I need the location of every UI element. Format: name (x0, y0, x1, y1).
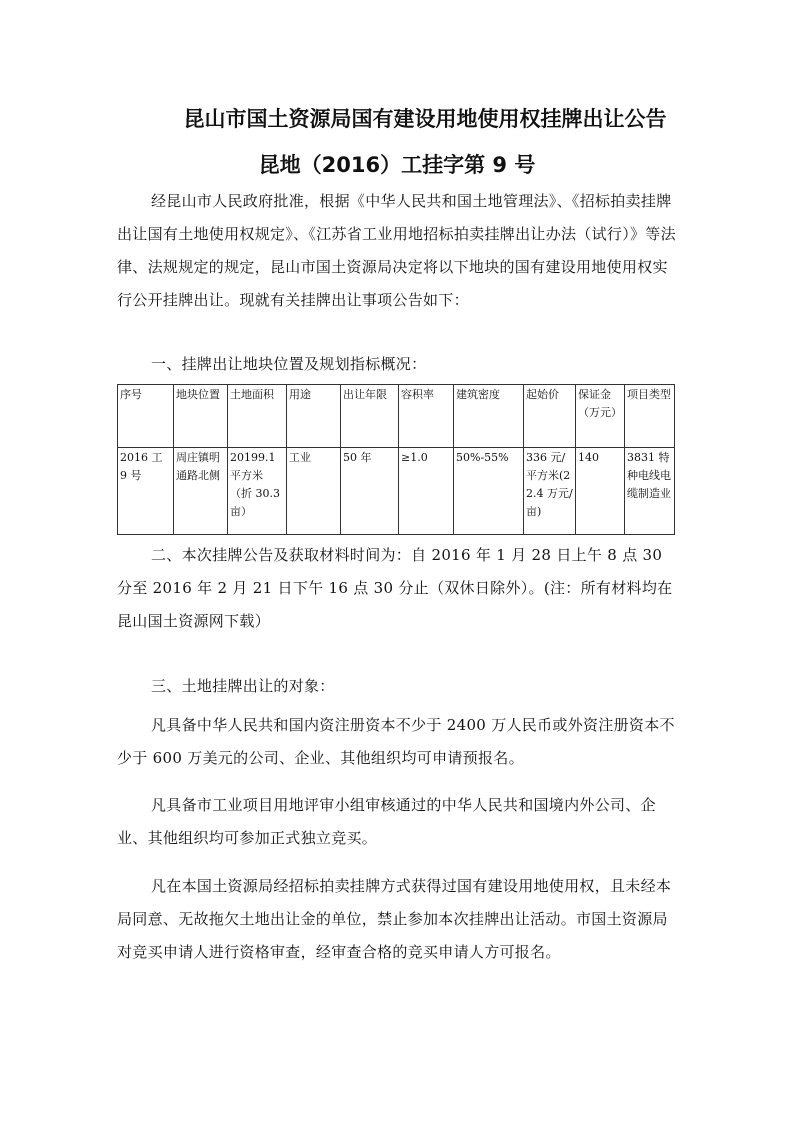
header-cell: 容积率 (399, 385, 454, 448)
header-cell: 项目类型 (625, 385, 675, 448)
table-header-row (118, 385, 675, 448)
intro-paragraph: 经昆山市人民政府批准，根据《中华人民共和国土地管理法》、《招标拍卖挂牌出让国有土地使用权规定》、《江苏省工业用地招标拍卖挂牌出让办法（试行）》等法律、法规规定的规定，昆山市国土资源局决定将以下地块的国有建设用地使用权实行公开挂牌出让。现就有关挂牌出让事项公告如下： (117, 192, 676, 309)
table-cell: 50%-55% (454, 448, 524, 535)
header-cell: 地块位置 (174, 385, 228, 448)
header-cell: 土地面积 (228, 385, 287, 448)
header-cell: 序号 (118, 385, 174, 448)
table-cell: 336 元/平方米(22.4 万元/亩) (524, 448, 576, 535)
table-cell: 20199.1 平方米（折 30.3 亩） (228, 448, 287, 535)
table-cell: 140 (576, 448, 625, 535)
table-cell: 3831 特种电线电缆制造业 (625, 448, 675, 535)
land-parcel-table (117, 384, 675, 535)
table-cell: ≥1.0 (399, 448, 454, 535)
paragraph-restrictions: 凡在本国土资源局经招标拍卖挂牌方式获得过国有建设用地使用权，且未经本局同意、无故拖欠土地出让金的单位，禁止参加本次挂牌出让活动。市国土资源局对竞买申请人进行资格审查，经审查合格的竞买申请人方可报名。 (117, 877, 672, 961)
section-1-heading: 一、挂牌出让地块位置及规划指标概况： (151, 355, 427, 373)
paragraph-eligible-bidders: 凡具备市工业项目用地评审小组审核通过的中华人民共和国境内外公司、企业、其他组织均可参加正式独立竞买。 (117, 796, 656, 847)
table-row (118, 448, 675, 535)
table-cell: 周庄镇明通路北侧 (174, 448, 228, 535)
header-cell: 建筑密度 (454, 385, 524, 448)
header-cell: 出让年限 (341, 385, 399, 448)
notice-number: 昆地（2016）工挂字第 9 号 (258, 153, 536, 177)
section-2-paragraph: 二、本次挂牌公告及获取材料时间为：自 2016 年 1 月 28 日上午 8 点 30 分至 2016 年 2 月 21 日下午 16 点 30 分止（双休日除外）。(注：所有材料均在昆山国土资源网下载） (117, 546, 673, 630)
section-3-heading: 三、土地挂牌出让的对象： (151, 677, 335, 695)
table-cell: 工业 (287, 448, 341, 535)
paragraph-domestic-capital: 凡具备中华人民共和国内资注册资本不少于 2400 万人民币或外资注册资本不少于 600 万美元的公司、企业、其他组织均可申请预报名。 (117, 716, 675, 767)
table-cell: 2016 工 9 号 (118, 448, 174, 535)
table-cell: 50 年 (341, 448, 399, 535)
header-cell: 起始价 (524, 385, 576, 448)
notice-title: 昆山市国土资源局国有建设用地使用权挂牌出让公告 (183, 107, 667, 131)
header-cell: 保证金（万元） (576, 385, 625, 448)
header-cell: 用途 (287, 385, 341, 448)
